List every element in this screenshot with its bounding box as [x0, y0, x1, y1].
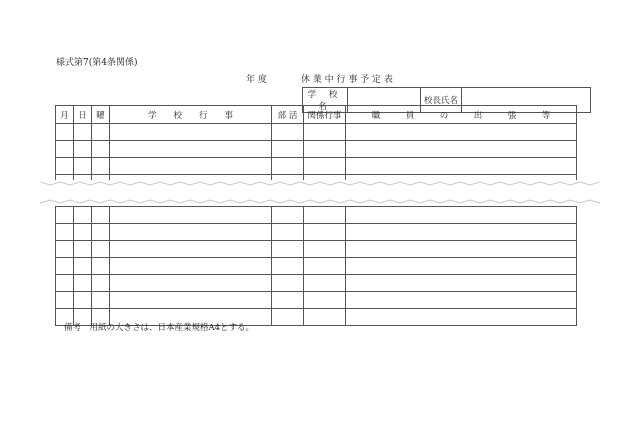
day-cell[interactable]	[74, 224, 92, 241]
school-event-cell[interactable]	[110, 207, 272, 224]
month-cell[interactable]	[56, 241, 74, 258]
school-event-cell[interactable]	[110, 292, 272, 309]
schedule-table-bottom	[55, 206, 577, 326]
weekday-cell[interactable]	[92, 224, 110, 241]
form-title	[246, 72, 393, 85]
col-weekday: 曜	[92, 106, 110, 124]
table-header-row	[56, 106, 577, 124]
staff-trip-cell[interactable]	[346, 241, 577, 258]
related-event-cell[interactable]	[304, 158, 346, 175]
related-event-cell[interactable]	[304, 124, 346, 141]
month-cell[interactable]	[56, 275, 74, 292]
staff-trip-cell[interactable]	[346, 292, 577, 309]
month-cell[interactable]	[56, 224, 74, 241]
table-row	[56, 292, 577, 309]
torn-edge-top	[40, 180, 600, 188]
weekday-cell[interactable]	[92, 141, 110, 158]
school-name-label: 学 校 名	[303, 88, 348, 113]
table-row	[56, 124, 577, 141]
col-month: 月	[56, 106, 74, 124]
club-activity-cell[interactable]	[272, 309, 304, 326]
weekday-cell[interactable]	[92, 158, 110, 175]
staff-trip-cell[interactable]	[346, 124, 577, 141]
staff-trip-cell[interactable]	[346, 309, 577, 326]
table-row	[56, 158, 577, 175]
form-number: 様式第7(第4条関係)	[56, 58, 138, 68]
related-event-cell[interactable]	[304, 275, 346, 292]
day-cell[interactable]	[74, 275, 92, 292]
related-event-cell[interactable]	[304, 258, 346, 275]
table-row	[56, 224, 577, 241]
related-event-cell[interactable]	[304, 241, 346, 258]
table-row	[56, 275, 577, 292]
club-activity-cell[interactable]	[272, 207, 304, 224]
related-event-cell[interactable]	[304, 309, 346, 326]
weekday-cell[interactable]	[92, 241, 110, 258]
col-day: 日	[74, 106, 92, 124]
month-cell[interactable]	[56, 141, 74, 158]
school-event-cell[interactable]	[110, 241, 272, 258]
month-cell[interactable]	[56, 158, 74, 175]
school-event-cell[interactable]	[110, 141, 272, 158]
col-school-events: 学 校 行 事	[110, 106, 272, 124]
footnote: 備考 用紙の大きさは、日本産業規格A4とする。	[64, 323, 255, 333]
staff-trip-cell[interactable]	[346, 224, 577, 241]
month-cell[interactable]	[56, 124, 74, 141]
weekday-cell[interactable]	[92, 258, 110, 275]
weekday-cell[interactable]	[92, 292, 110, 309]
fiscal-year-label: 年 度	[246, 75, 267, 85]
table-row	[56, 207, 577, 224]
principal-name-label: 校長氏名	[421, 88, 462, 113]
schedule-title: 休 業 中 行 事 予 定 表	[300, 75, 393, 85]
page-break-gap	[40, 180, 600, 206]
staff-trip-cell[interactable]	[346, 207, 577, 224]
torn-edge-bottom	[40, 198, 600, 206]
club-activity-cell[interactable]	[272, 292, 304, 309]
related-event-cell[interactable]	[304, 224, 346, 241]
club-activity-cell[interactable]	[272, 275, 304, 292]
staff-trip-cell[interactable]	[346, 275, 577, 292]
club-activity-cell[interactable]	[272, 141, 304, 158]
day-cell[interactable]	[74, 258, 92, 275]
related-event-cell[interactable]	[304, 207, 346, 224]
table-row	[56, 258, 577, 275]
month-cell[interactable]	[56, 292, 74, 309]
day-cell[interactable]	[74, 292, 92, 309]
staff-trip-cell[interactable]	[346, 141, 577, 158]
table-row	[56, 141, 577, 158]
school-event-cell[interactable]	[110, 275, 272, 292]
weekday-cell[interactable]	[92, 207, 110, 224]
related-event-cell[interactable]	[304, 292, 346, 309]
day-cell[interactable]	[74, 141, 92, 158]
school-event-cell[interactable]	[110, 158, 272, 175]
weekday-cell[interactable]	[92, 275, 110, 292]
weekday-cell[interactable]	[92, 124, 110, 141]
col-club-activities: 部 活	[272, 106, 304, 124]
col-staff-business-trips: 職 員 の 出 張 等	[346, 106, 577, 124]
club-activity-cell[interactable]	[272, 258, 304, 275]
schedule-table-top	[55, 105, 577, 192]
day-cell[interactable]	[74, 241, 92, 258]
school-event-cell[interactable]	[110, 258, 272, 275]
school-event-cell[interactable]	[110, 124, 272, 141]
club-activity-cell[interactable]	[272, 124, 304, 141]
club-activity-cell[interactable]	[272, 158, 304, 175]
related-event-cell[interactable]	[304, 141, 346, 158]
day-cell[interactable]	[74, 158, 92, 175]
month-cell[interactable]	[56, 207, 74, 224]
month-cell[interactable]	[56, 258, 74, 275]
club-activity-cell[interactable]	[272, 224, 304, 241]
staff-trip-cell[interactable]	[346, 258, 577, 275]
school-event-cell[interactable]	[110, 224, 272, 241]
day-cell[interactable]	[74, 124, 92, 141]
staff-trip-cell[interactable]	[346, 158, 577, 175]
table-row	[56, 241, 577, 258]
club-activity-cell[interactable]	[272, 241, 304, 258]
col-related-events: 関係行事	[304, 106, 346, 124]
day-cell[interactable]	[74, 207, 92, 224]
